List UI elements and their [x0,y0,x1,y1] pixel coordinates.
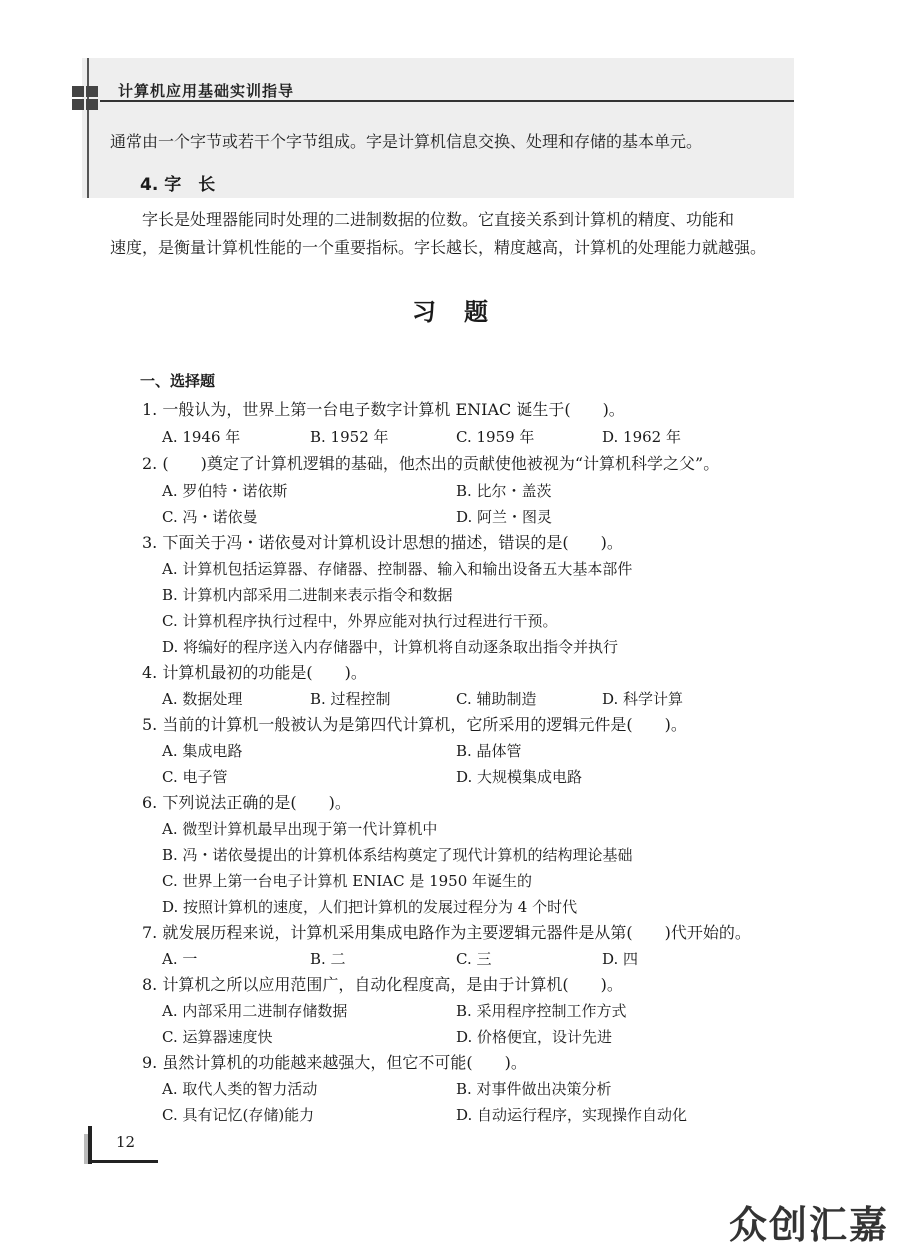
option: A. 1946 年 [162,428,241,446]
section-line: 速度，是衡量计算机性能的一个重要指标。字长越长，精度越高，计算机的处理能力就越强。 [110,238,767,257]
footer-bracket [88,1126,92,1164]
option: A. 数据处理 [162,690,243,708]
option: D. 大规模集成电路 [456,768,583,786]
option: A. 一 [162,950,198,968]
option: B. 1952 年 [310,428,389,446]
option: B. 采用程序控制工作方式 [456,1002,627,1020]
option: B. 计算机内部采用二进制来表示指令和数据 [162,586,453,604]
intro-line: 通常由一个字节或若干个字节组成。字是计算机信息交换、处理和存储的基本单元。 [110,132,703,151]
option: D. 阿兰・图灵 [456,508,553,526]
option: D. 将编好的程序送入内存储器中，计算机将自动逐条取出指令并执行 [162,638,619,656]
option: C. 具有记忆(存储)能力 [162,1106,315,1124]
option: C. 电子管 [162,768,228,786]
option: A. 微型计算机最早出现于第一代计算机中 [162,820,438,838]
option: B. 对事件做出决策分析 [456,1080,612,1098]
option: C. 运算器速度快 [162,1028,273,1046]
option: A. 取代人类的智力活动 [162,1080,318,1098]
option: A. 计算机包括运算器、存储器、控制器、输入和输出设备五大基本部件 [162,560,633,578]
option: C. 世界上第一台电子计算机 ENIAC 是 1950 年诞生的 [162,872,533,890]
option: C. 冯・诺依曼 [162,508,258,526]
exercise-title: 习 题 [412,298,490,326]
option: B. 过程控制 [310,690,391,708]
section-heading: 4. 字 长 [140,175,216,195]
question-2: 2. ( )奠定了计算机逻辑的基础，他杰出的贡献使他被视为“计算机科学之父”。 [142,454,720,473]
running-header-title: 计算机应用基础实训指导 [118,82,295,100]
section-paragraph [110,206,766,262]
question-4: 4. 计算机最初的功能是( )。 [142,663,367,682]
question-5: 5. 当前的计算机一般被认为是第四代计算机，它所采用的逻辑元件是( )。 [142,715,687,734]
header-vertical-rule [87,58,89,198]
option: D. 1962 年 [602,428,681,446]
option: B. 冯・诺依曼提出的计算机体系结构奠定了现代计算机的结构理论基础 [162,846,633,864]
option: D. 科学计算 [602,690,684,708]
question-1: 1. 一般认为，世界上第一台电子数字计算机 ENIAC 诞生于( )。 [142,400,625,419]
question-7: 7. 就发展历程来说，计算机采用集成电路作为主要逻辑元器件是从第( )代开始的。 [142,923,751,942]
windows-logo-icon [72,86,100,112]
option: D. 自动运行程序，实现操作自动化 [456,1106,688,1124]
option: A. 集成电路 [162,742,243,760]
watermark-logo: 众创汇嘉 [728,1203,889,1247]
choice-section-heading: 一、选择题 [140,372,216,390]
header-rule [100,100,794,102]
footer-rule [88,1160,158,1163]
question-3: 3. 下面关于冯・诺依曼对计算机设计思想的描述，错误的是( )。 [142,533,623,552]
option: B. 晶体管 [456,742,522,760]
option: A. 罗伯特・诺依斯 [162,482,288,500]
intro-paragraph [110,128,702,156]
question-6: 6. 下列说法正确的是( )。 [142,793,351,812]
question-9: 9. 虽然计算机的功能越来越强大，但它不可能( )。 [142,1053,527,1072]
option: D. 价格便宜，设计先进 [456,1028,613,1046]
option: B. 二 [310,950,346,968]
question-8: 8. 计算机之所以应用范围广，自动化程度高，是由于计算机( )。 [142,975,623,994]
option: C. 辅助制造 [456,690,537,708]
page-number: 12 [116,1133,136,1151]
option: C. 1959 年 [456,428,535,446]
section-line: 字长是处理器能同时处理的二进制数据的位数。它直接关系到计算机的精度、功能和 [142,210,735,229]
option: C. 三 [456,950,492,968]
option: B. 比尔・盖茨 [456,482,552,500]
option: A. 内部采用二进制存储数据 [162,1002,348,1020]
option: D. 四 [602,950,639,968]
option: C. 计算机程序执行过程中，外界应能对执行过程进行干预。 [162,612,558,630]
option: D. 按照计算机的速度，人们把计算机的发展过程分为 4 个时代 [162,898,578,916]
